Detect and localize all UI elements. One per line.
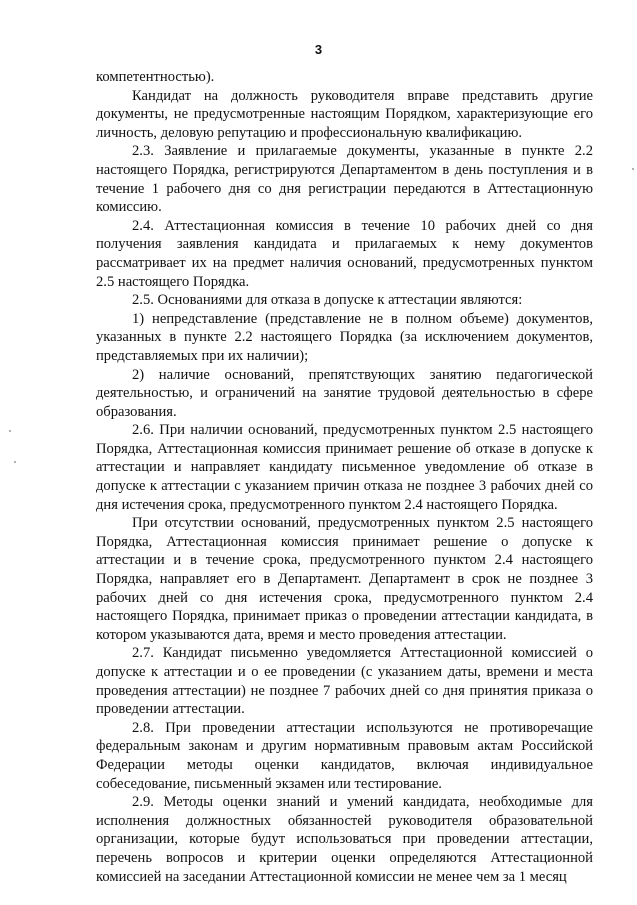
paragraph-2-3: 2.3. Заявление и прилагаемые документы, указанные в пункте 2.2 настоящего Порядка, регистрируются Департаментом в день поступления и в течение 1 рабочего дня со дня регистрации передаются в Аттестационную комиссию. bbox=[96, 143, 593, 216]
scan-speck bbox=[9, 430, 11, 432]
paragraph-no-grounds: При отсутствии оснований, предусмотренных пунктом 2.5 настоящего Порядка, Аттестационная комиссия принимает решение о допуске к аттестации и в течение срока, предусмотренного пунктом 2.4 настоящего Порядка, направляет его в Департамент. Департамент в срок не позднее 3 рабочих дней со дня истечения срока, предусмотренного пунктом 2.4 настоящего Порядка, принимает приказ о проведении аттестации кандидата, в котором указываются дата, время и место проведения аттестации. bbox=[96, 515, 593, 643]
paragraph-continuation: компетентностью). bbox=[96, 69, 215, 85]
paragraph-2-8: 2.8. При проведении аттестации используются не противоречащие федеральным законам и другим нормативным правовым актам Российской Федерации методы оценки кандидатов, включая индивидуальное собеседование, письменный экзамен или тестирование. bbox=[96, 719, 593, 792]
paragraph-2-6: 2.6. При наличии оснований, предусмотренных пунктом 2.5 настоящего Порядка, Аттестационная комиссия принимает решение об отказе в допуске к аттестации и направляет кандидату письменное уведомление об отказе в допуске к аттестации с указанием причин отказа не позднее 3 рабочих дней со дня истечения срока, предусмотренного пунктом 2.4 настоящего Порядка. bbox=[96, 422, 593, 513]
scan-speck bbox=[14, 461, 16, 463]
scan-speck bbox=[632, 168, 634, 170]
paragraph-2-5: 2.5. Основаниями для отказа в допуске к аттестации являются: bbox=[132, 292, 523, 309]
list-item-1: 1) непредставление (представление не в полном объеме) документов, указанных в пункте 2.2 настоящего Порядка (за исключением документов, представляемых при их наличии); bbox=[96, 310, 593, 364]
paragraph-2-4: 2.4. Аттестационная комиссия в течение 10 рабочих дней со дня получения заявления кандидата и прилагаемых к нему документов рассматривает их на предмет наличия оснований, предусмотренных пунктом 2.5 настоящего Порядка. bbox=[96, 217, 593, 290]
paragraph-candidate-documents: Кандидат на должность руководителя вправе представить другие документы, не предусмотренные настоящим Порядком, характеризующие его личность, деловую репутацию и профессиональную квалификацию. bbox=[96, 87, 593, 141]
list-item-2: 2) наличие оснований, препятствующих занятию педагогической деятельностью, и ограничений на занятие трудовой деятельностью в сфере образования. bbox=[96, 366, 593, 420]
body-text bbox=[96, 68, 593, 886]
paragraph-2-9: 2.9. Методы оценки знаний и умений кандидата, необходимые для исполнения должностных обязанностей руководителя образовательной организации, которые будут использоваться при проведении аттестации, перечень вопросов и критерии оценки определяются Аттестационной комиссией на заседании Аттестационной комиссии не менее чем за 1 месяц bbox=[96, 794, 593, 885]
page-number: 3 bbox=[314, 42, 323, 57]
paragraph-2-7: 2.7. Кандидат письменно уведомляется Аттестационной комиссией о допуске к аттестации и о ее проведении (с указанием даты, времени и места проведения аттестации) не позднее 7 рабочих дней со дня принятия приказа о проведении аттестации. bbox=[96, 645, 593, 718]
